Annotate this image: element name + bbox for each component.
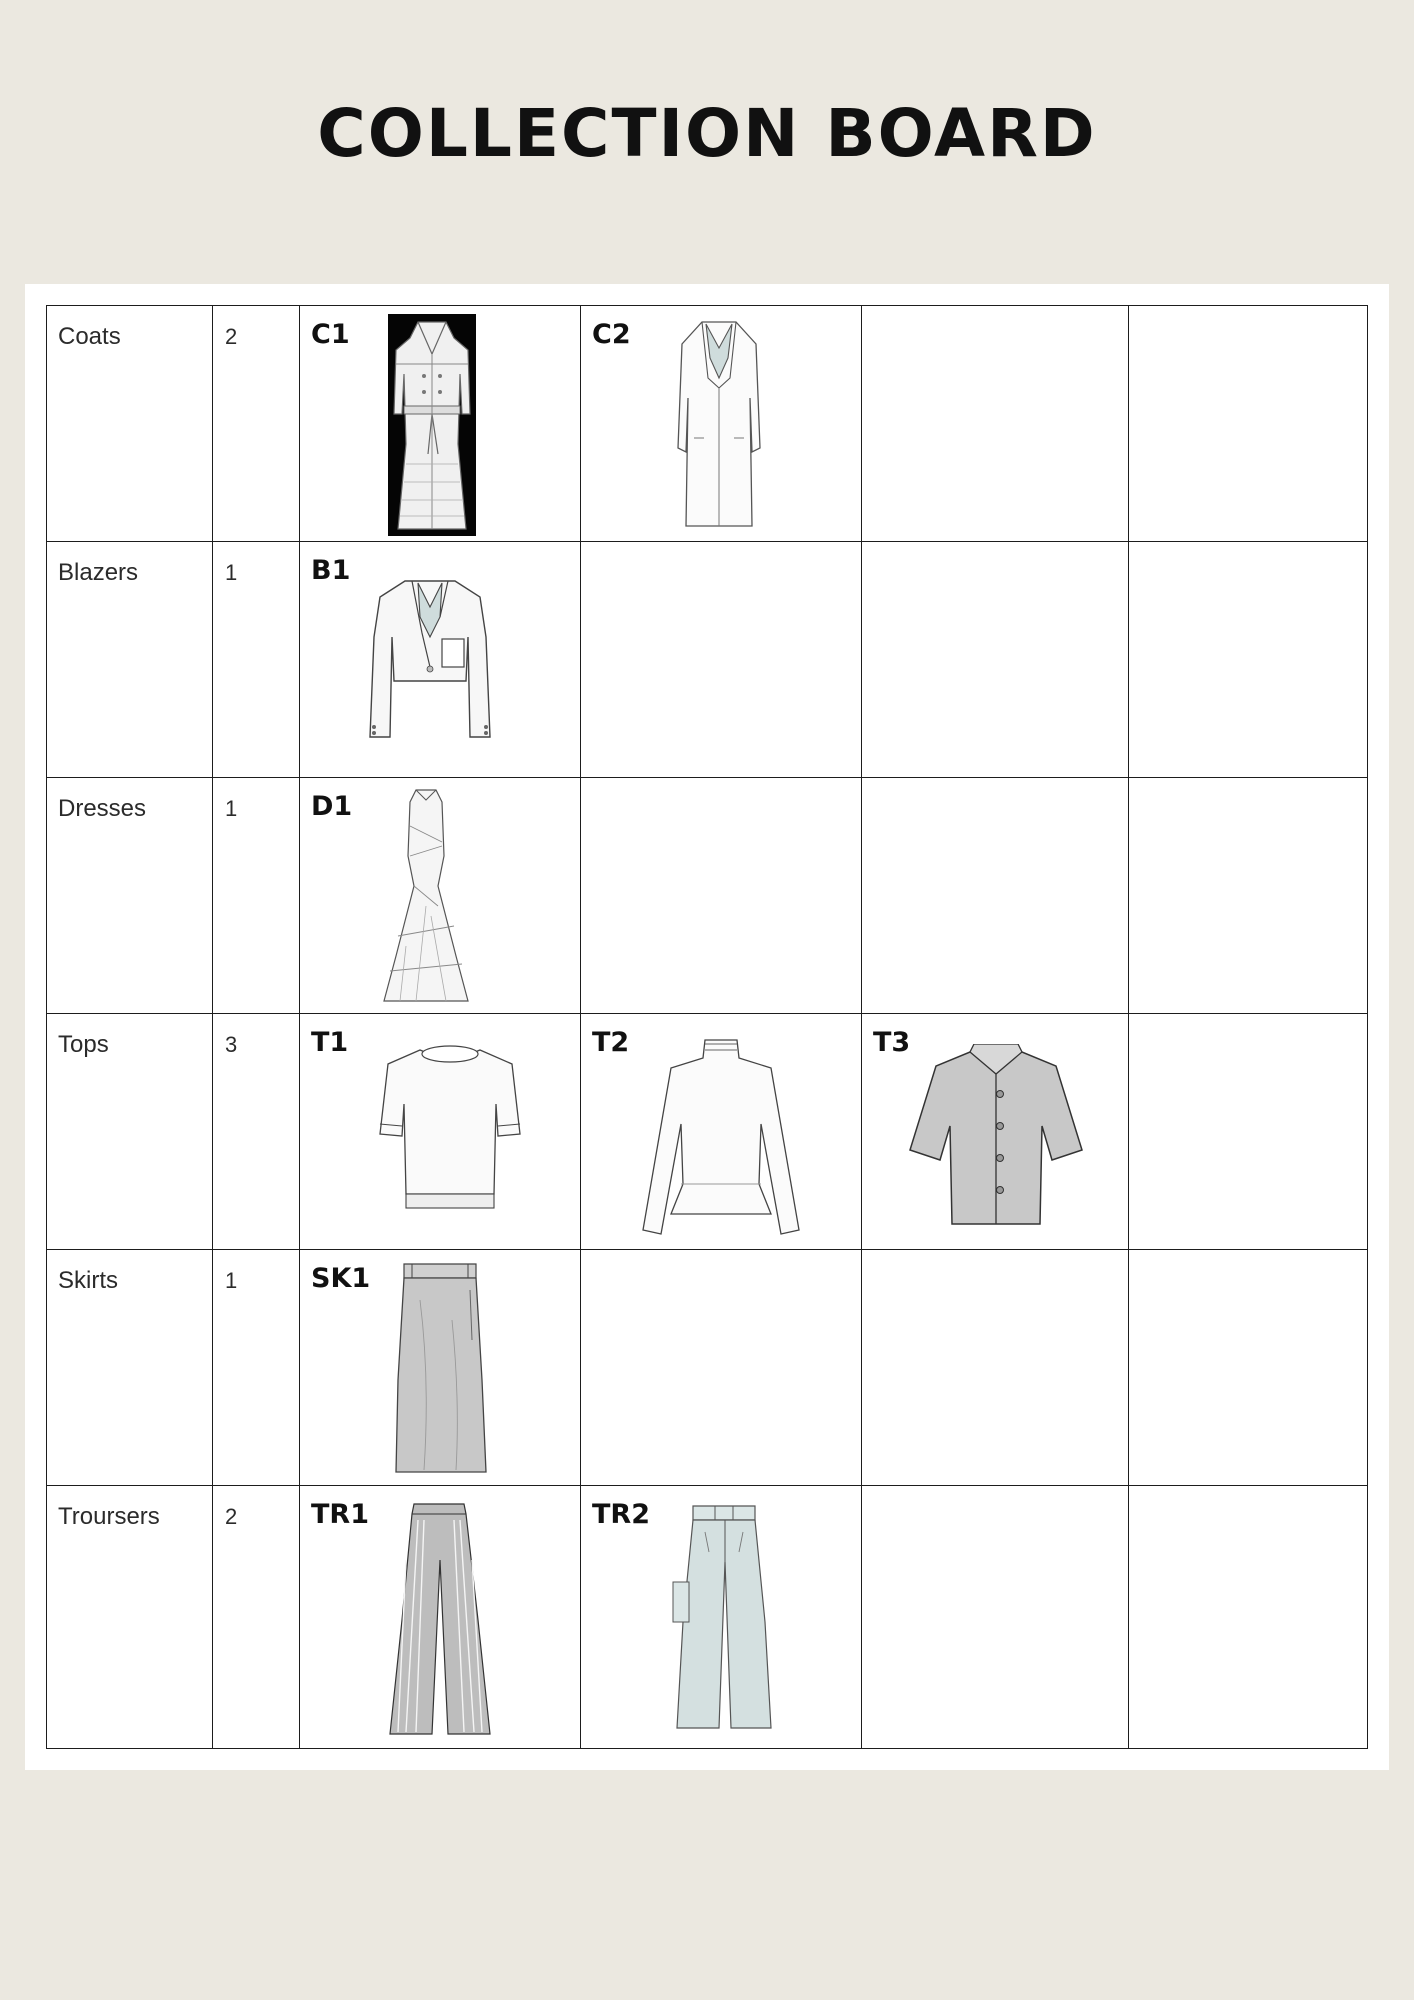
- count-value: 2: [225, 324, 238, 349]
- item-code: C1: [311, 319, 350, 350]
- item-code: TR1: [311, 1499, 369, 1530]
- collection-table: [46, 305, 1368, 1749]
- table-row: [47, 778, 1368, 1014]
- table-row: [47, 542, 1368, 778]
- table-row: [47, 306, 1368, 542]
- count-value: 1: [225, 1268, 238, 1293]
- table-row: [47, 1014, 1368, 1250]
- count-value: 1: [225, 796, 238, 821]
- category-cell: [47, 542, 213, 778]
- item-code: T2: [592, 1027, 630, 1058]
- cropped-blazer-icon: [360, 577, 500, 747]
- item-code: SK1: [311, 1263, 371, 1294]
- midi-skirt-icon: [390, 1260, 490, 1482]
- count-cell: [213, 1014, 300, 1250]
- empty-cell: [1129, 1014, 1368, 1250]
- long-coat-icon: [664, 318, 774, 533]
- category-label: Skirts: [58, 1267, 118, 1294]
- empty-cell: [862, 778, 1129, 1014]
- item-code: T1: [311, 1027, 349, 1058]
- item-code: D1: [311, 791, 353, 822]
- shirt-icon: [906, 1044, 1086, 1234]
- count-value: 1: [225, 560, 238, 585]
- empty-cell: [862, 1250, 1129, 1486]
- count-value: 2: [225, 1504, 238, 1529]
- item-code: C2: [592, 319, 631, 350]
- item-code: TR2: [592, 1499, 650, 1530]
- count-cell: [213, 778, 300, 1014]
- count-cell: [213, 306, 300, 542]
- item-cell[interactable]: [300, 542, 581, 778]
- empty-cell: [862, 306, 1129, 542]
- item-cell[interactable]: [862, 1014, 1129, 1250]
- item-cell[interactable]: [300, 1014, 581, 1250]
- empty-cell: [581, 778, 862, 1014]
- category-label: Troursers: [58, 1503, 160, 1530]
- category-cell: [47, 306, 213, 542]
- item-cell[interactable]: [581, 1014, 862, 1250]
- count-cell: [213, 1250, 300, 1486]
- category-label: Coats: [58, 323, 121, 350]
- item-cell[interactable]: [300, 1250, 581, 1486]
- empty-cell: [862, 542, 1129, 778]
- sweater-top-icon: [370, 1044, 530, 1229]
- empty-cell: [581, 1250, 862, 1486]
- page-title: COLLECTION BOARD: [317, 95, 1097, 172]
- category-cell: [47, 778, 213, 1014]
- count-value: 3: [225, 1032, 238, 1057]
- empty-cell: [1129, 1250, 1368, 1486]
- category-label: Blazers: [58, 559, 139, 586]
- wide-trousers-icon: [384, 1500, 494, 1740]
- table-row: [47, 1486, 1368, 1749]
- item-cell[interactable]: [581, 306, 862, 542]
- collection-panel: [25, 284, 1389, 1770]
- item-cell[interactable]: [300, 1486, 581, 1749]
- trench-coat-icon: [388, 314, 478, 536]
- item-cell[interactable]: [581, 1486, 862, 1749]
- item-cell[interactable]: [300, 778, 581, 1014]
- empty-cell: [1129, 778, 1368, 1014]
- maxi-dress-icon: [376, 786, 476, 1008]
- empty-cell: [581, 542, 862, 778]
- item-code: T3: [873, 1027, 911, 1058]
- category-cell: [47, 1014, 213, 1250]
- category-cell: [47, 1250, 213, 1486]
- empty-cell: [1129, 1486, 1368, 1749]
- category-label: Tops: [58, 1031, 109, 1058]
- item-code: B1: [311, 555, 351, 586]
- empty-cell: [862, 1486, 1129, 1749]
- category-cell: [47, 1486, 213, 1749]
- empty-cell: [1129, 542, 1368, 778]
- cargo-trousers-icon: [669, 1502, 779, 1734]
- empty-cell: [1129, 306, 1368, 542]
- table-row: [47, 1250, 1368, 1486]
- turtleneck-top-icon: [621, 1034, 821, 1244]
- count-cell: [213, 542, 300, 778]
- count-cell: [213, 1486, 300, 1749]
- category-label: Dresses: [58, 795, 147, 822]
- item-cell[interactable]: [300, 306, 581, 542]
